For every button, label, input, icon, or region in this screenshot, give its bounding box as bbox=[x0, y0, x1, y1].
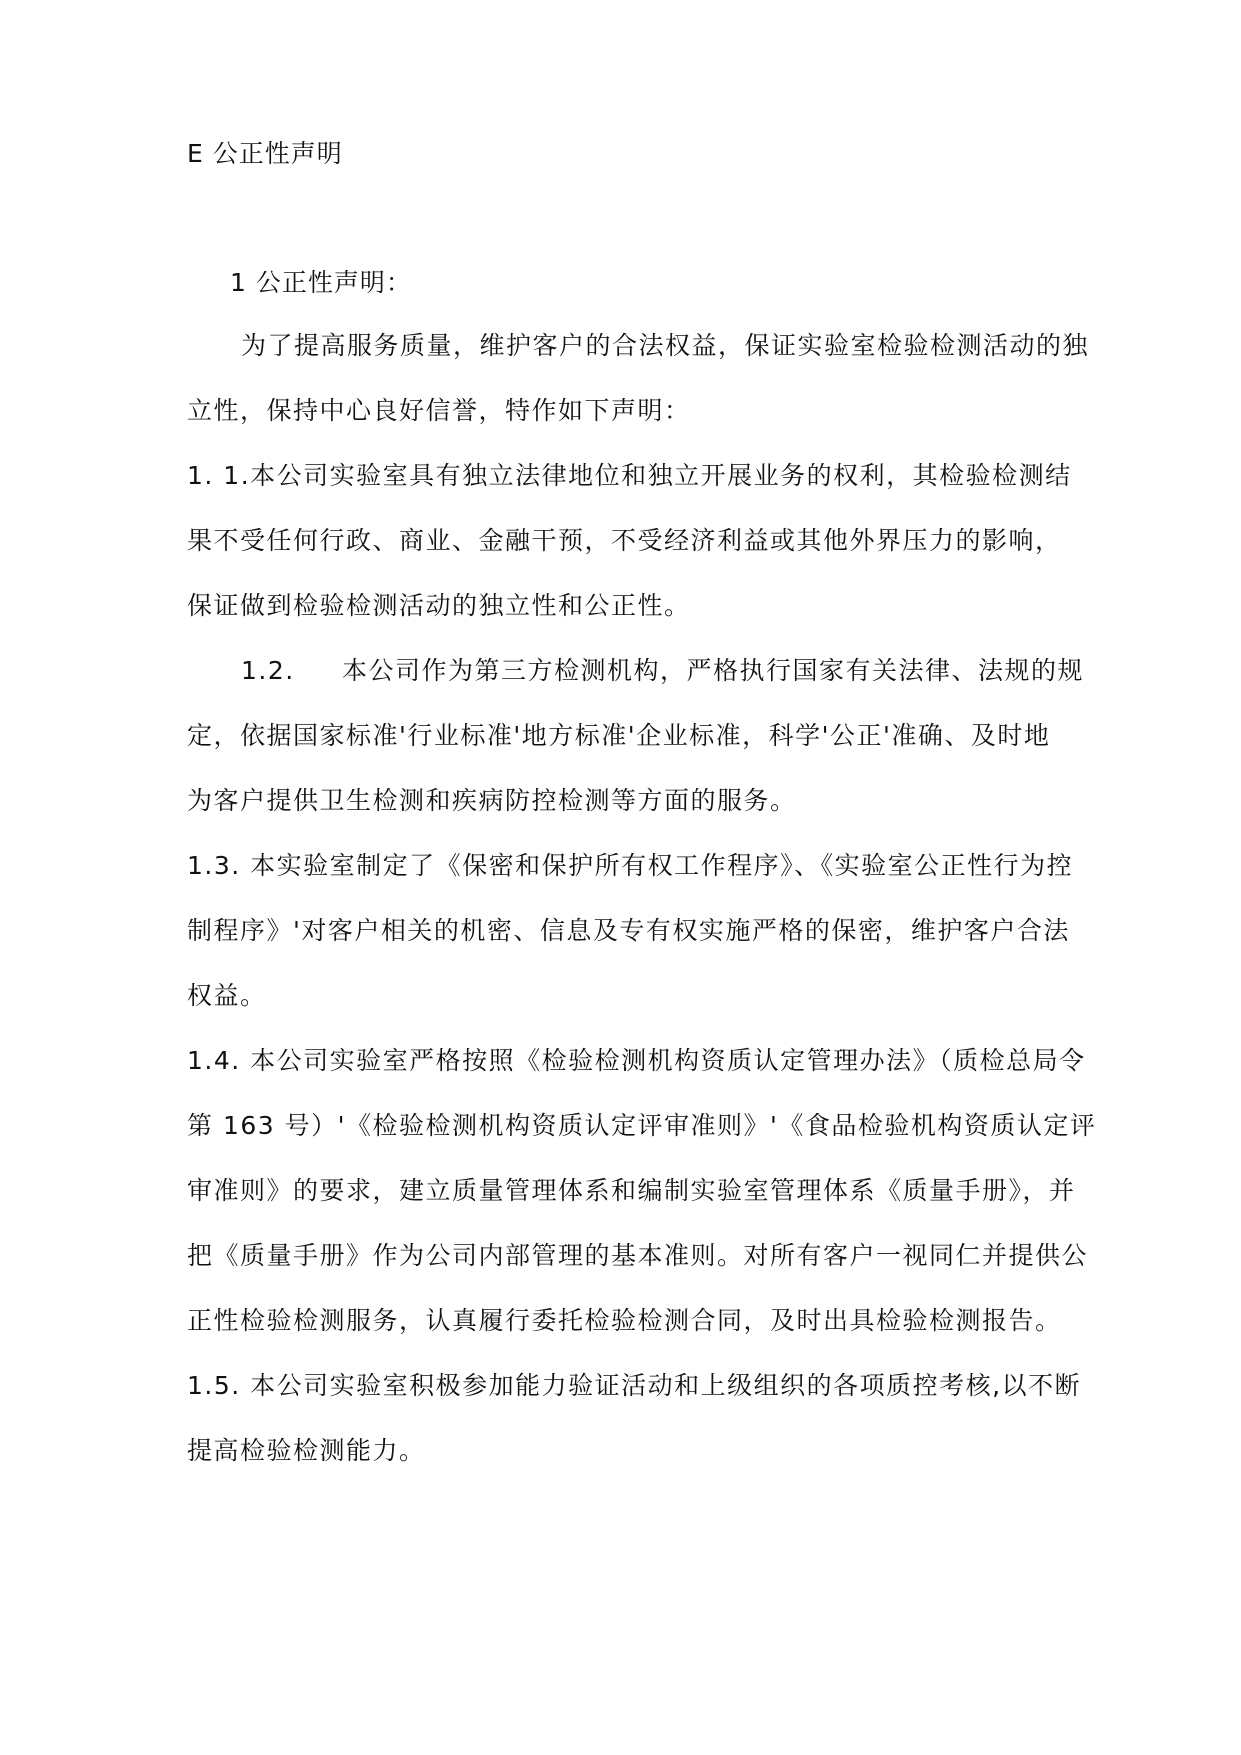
subsection-title: 1 公正性声明： bbox=[230, 268, 412, 297]
paragraph-intro-line: 立性，保持中心良好信誉，特作如下声明： bbox=[187, 396, 691, 425]
clause-1-4-line: 正性检验检测服务，认真履行委托检验检测合同，及时出具检验检测报告。 bbox=[187, 1306, 1062, 1335]
clause-1-1-line: 保证做到检验检测活动的独立性和公正性。 bbox=[187, 591, 691, 620]
clause-1-3-line: 权益。 bbox=[187, 981, 267, 1010]
clause-1-4-line: 第 163 号）'《检验检测机构资质认定评审准则》'《食品检验机构资质认定评 bbox=[187, 1111, 1097, 1140]
paragraph-intro-line: 为了提高服务质量，维护客户的合法权益，保证实验室检验检测活动的独 bbox=[241, 331, 1090, 360]
clause-1-1-line: 果不受任何行政、商业、金融干预，不受经济利益或其他外界压力的影响， bbox=[187, 526, 1062, 555]
clause-1-5-line: 1.5. 本公司实验室积极参加能力验证活动和上级组织的各项质控考核,以不断 bbox=[187, 1371, 1082, 1400]
clause-1-2-line: 定，依据国家标准'行业标准'地方标准'企业标准，科学'公正'准确、及时地 bbox=[187, 721, 1051, 750]
clause-1-3-line: 制程序》'对客户相关的机密、信息及专有权实施严格的保密，维护客户合法 bbox=[187, 916, 1070, 945]
clause-1-4-line: 1.4. 本公司实验室严格按照《检验检测机构资质认定管理办法》（质检总局令 bbox=[187, 1046, 1086, 1075]
clause-1-2-line: 1.2. 本公司作为第三方检测机构，严格执行国家有关法律、法规的规 bbox=[241, 656, 1084, 685]
section-title: E 公正性声明 bbox=[187, 139, 343, 168]
clause-1-1-line: 1. 1.本公司实验室具有独立法律地位和独立开展业务的权利，其检验检测结 bbox=[187, 461, 1072, 490]
clause-1-4-line: 审准则》的要求，建立质量管理体系和编制实验室管理体系《质量手册》，并 bbox=[187, 1176, 1076, 1205]
clause-1-3-line: 1.3. 本实验室制定了《保密和保护所有权工作程序》、《实验室公正性行为控 bbox=[187, 851, 1074, 880]
clause-1-2-line: 为客户提供卫生检测和疾病防控检测等方面的服务。 bbox=[187, 786, 797, 815]
clause-1-4-line: 把《质量手册》作为公司内部管理的基本准则。对所有客户一视同仁并提供公 bbox=[187, 1241, 1089, 1270]
clause-1-5-line: 提高检验检测能力。 bbox=[187, 1436, 426, 1465]
